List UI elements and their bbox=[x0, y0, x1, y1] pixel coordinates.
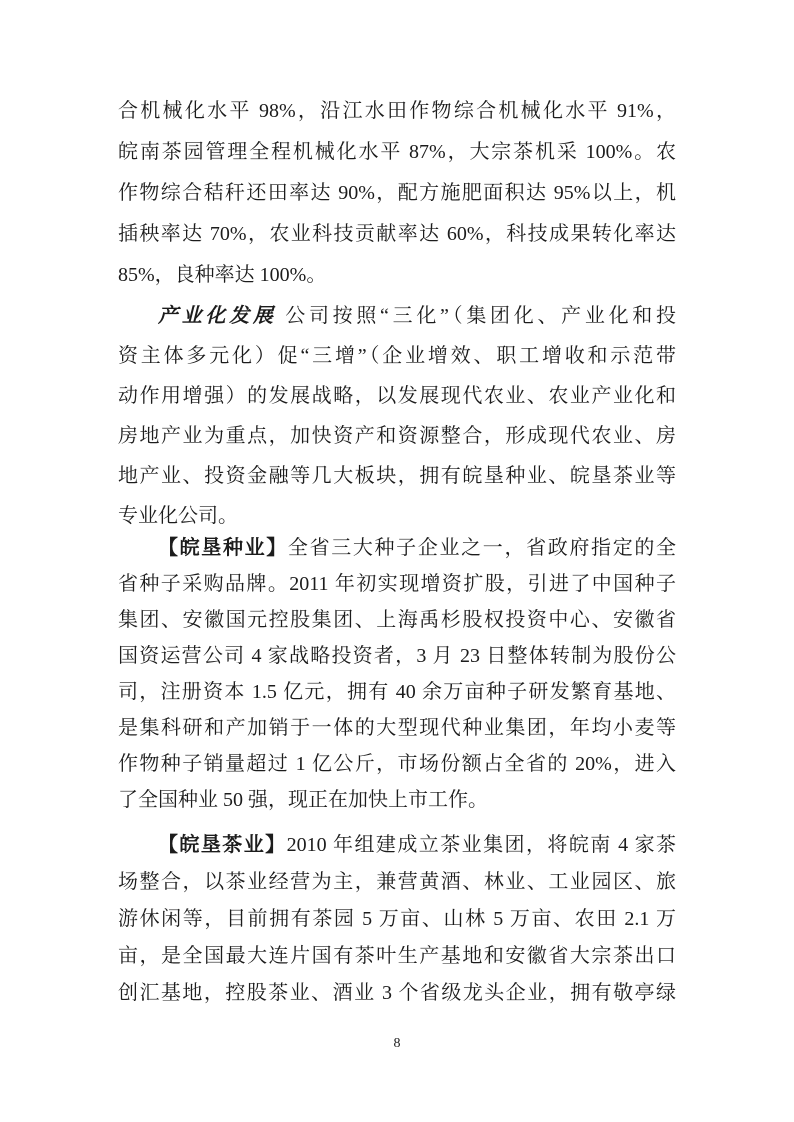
line-text: 2010 年组建成立茶业集团，将皖南 4 家茶 bbox=[286, 834, 677, 856]
text-line bbox=[118, 638, 676, 674]
text-line bbox=[118, 255, 676, 296]
line-text: 国资运营公司 4 家战略投资者，3 月 23 日整体转制为股份公 bbox=[118, 645, 676, 667]
line-text: 集团、安徽国元控股集团、上海禹杉股权投资中心、安徽省 bbox=[118, 609, 676, 631]
line-text: 省种子采购品牌。2011 年初实现增资扩股，引进了中国种子 bbox=[118, 573, 676, 595]
para-mechanization-stats bbox=[118, 91, 676, 296]
line-text: 场整合，以茶业经营为主，兼营黄酒、林业、工业园区、旅 bbox=[118, 871, 676, 893]
text-line bbox=[118, 376, 676, 416]
line-text: 公司按照“三化”（集团化、产业化和投 bbox=[276, 305, 676, 327]
text-line bbox=[118, 710, 676, 746]
text-line bbox=[118, 416, 676, 456]
text-line bbox=[118, 782, 676, 818]
line-text: 作物种子销量超过 1 亿公斤，市场份额占全省的 20%，进入 bbox=[118, 753, 676, 775]
line-text: 合机械化水平 98%，沿江水田作物综合机械化水平 91%， bbox=[118, 100, 676, 122]
page-number: 8 bbox=[393, 1036, 401, 1051]
text-line bbox=[118, 456, 676, 496]
line-text: 游休闲等，目前拥有茶园 5 万亩、山林 5 万亩、农田 2.1 万 bbox=[118, 908, 676, 930]
line-text: 是集科研和产加销于一体的大型现代种业集团，年均小麦等 bbox=[118, 717, 676, 739]
text-line bbox=[118, 975, 676, 1012]
text-line bbox=[118, 566, 676, 602]
para-industrialization-development-heading: 产业化发展 bbox=[158, 305, 277, 327]
text-line bbox=[118, 173, 676, 214]
text-line bbox=[118, 674, 676, 710]
line-text: 动作用增强）的发展战略，以发展现代农业、农业产业化和 bbox=[118, 385, 676, 407]
para-wanken-tea-heading: 【皖垦茶业】 bbox=[158, 834, 287, 856]
line-text: 专业化公司。 bbox=[118, 505, 238, 527]
line-text: 亩，是全国最大连片国有茶叶生产基地和安徽省大宗茶出口 bbox=[118, 945, 676, 967]
para-wanken-seed bbox=[118, 530, 676, 818]
line-text: 了全国种业 50 强，现正在加快上市工作。 bbox=[118, 789, 488, 811]
line-text: 皖南茶园管理全程机械化水平 87%，大宗茶机采 100%。农 bbox=[118, 141, 676, 163]
line-text: 创汇基地，控股茶业、酒业 3 个省级龙头企业，拥有敬亭绿 bbox=[118, 982, 676, 1004]
line-text: 全省三大种子企业之一，省政府指定的全 bbox=[287, 537, 677, 559]
para-wanken-tea bbox=[118, 827, 676, 1012]
text-line bbox=[118, 901, 676, 938]
text-line bbox=[118, 336, 676, 376]
text-line bbox=[118, 938, 676, 975]
para-wanken-seed-heading: 【皖垦种业】 bbox=[158, 537, 288, 559]
para-industrialization-development bbox=[118, 296, 676, 536]
text-column bbox=[118, 0, 676, 1012]
line-text: 作物综合秸秆还田率达 90%，配方施肥面积达 95%以上，机 bbox=[118, 182, 676, 204]
line-text: 司，注册资本 1.5 亿元，拥有 40 余万亩种子研发繁育基地、 bbox=[118, 681, 676, 703]
line-text: 资主体多元化）促“三增”（企业增效、职工增收和示范带 bbox=[118, 345, 676, 367]
text-line bbox=[118, 746, 676, 782]
text-line bbox=[118, 214, 676, 255]
text-line bbox=[118, 296, 676, 336]
line-text: 房地产业为重点，加快资产和资源整合，形成现代农业、房 bbox=[118, 425, 676, 447]
line-text: 插秧率达 70%，农业科技贡献率达 60%，科技成果转化率达 bbox=[118, 223, 676, 245]
text-line bbox=[118, 530, 676, 566]
text-line bbox=[118, 864, 676, 901]
text-line bbox=[118, 132, 676, 173]
line-text: 85%，良种率达 100%。 bbox=[118, 264, 327, 286]
text-line bbox=[118, 602, 676, 638]
page-footer bbox=[0, 1036, 794, 1052]
text-line bbox=[118, 91, 676, 132]
line-text: 地产业、投资金融等几大板块，拥有皖垦种业、皖垦茶业等 bbox=[118, 465, 676, 487]
text-line bbox=[118, 827, 676, 864]
